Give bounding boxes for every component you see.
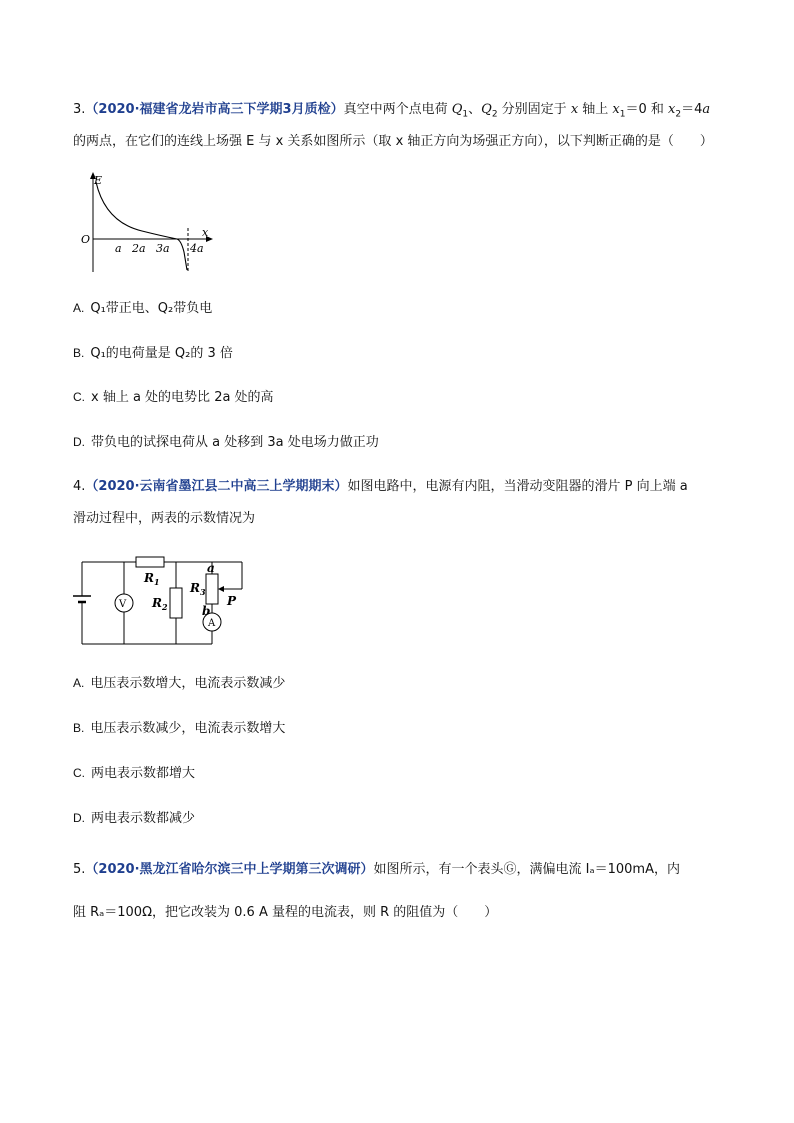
- ammeter-label: A: [208, 618, 216, 629]
- r3-label: $R_3$: [190, 581, 206, 597]
- q5-line1: [73, 860, 680, 880]
- label-x: x: [202, 226, 209, 239]
- option-text: x 轴上 a 处的电势比 2a 处的高: [91, 390, 274, 405]
- slider-arrow: [218, 586, 224, 592]
- q4-line1: [73, 477, 688, 497]
- r2-label: $R_2$: [152, 596, 168, 612]
- q3-x2-sub: 2: [675, 109, 682, 120]
- q3-q2-sub: 2: [491, 109, 498, 120]
- option-text: 电压表示数增大，电流表示数减少: [90, 676, 286, 691]
- q4-option-d[interactable]: [73, 808, 195, 829]
- option-text: 带负电的试探电荷从 a 处移到 3a 处电场力做正功: [91, 435, 379, 450]
- option-text: Q₁的电荷量是 Q₂的 3 倍: [90, 346, 233, 361]
- label-E: E: [94, 174, 103, 187]
- q3-a: a: [702, 102, 711, 117]
- option-label: B.: [73, 346, 85, 360]
- tick-2a: 2a: [132, 242, 146, 255]
- q3-option-c[interactable]: [73, 387, 274, 408]
- q3-line1: [73, 100, 710, 125]
- q3-x1: x: [612, 102, 620, 117]
- voltmeter-label: V: [119, 599, 127, 610]
- option-text: 两电表示数都增大: [91, 766, 196, 781]
- q3-q2: Q: [481, 102, 492, 117]
- slider-p-label: P: [227, 594, 237, 608]
- q5-text: 如图所示，有一个表头Ⓖ，满偏电流 Iₐ＝100mA，内: [373, 862, 680, 877]
- circuit-diagram: [72, 552, 252, 652]
- field-curve: [96, 182, 187, 270]
- q4-option-c[interactable]: [73, 763, 195, 784]
- q3-text-a: 真空中两个点电荷: [343, 102, 452, 117]
- q3-source: （2020·福建省龙岩市高三下学期3月质检）: [85, 102, 344, 117]
- label-O: O: [81, 233, 91, 246]
- q3-x: x: [570, 102, 579, 117]
- q3-x1-eq: ＝0 和: [625, 102, 669, 117]
- q3-x2-eq: ＝4: [681, 102, 703, 117]
- q4-text: 如图电路中，电源有内阻，当滑动变阻器的滑片 P 向上端 a: [347, 479, 688, 494]
- q3-number: 3.: [73, 102, 86, 117]
- option-text: 电压表示数减少，电流表示数增大: [90, 721, 286, 736]
- q3-option-b[interactable]: [73, 343, 233, 364]
- option-label: A.: [73, 301, 85, 315]
- q3-option-d[interactable]: [73, 432, 379, 453]
- tick-3a: 3a: [156, 242, 170, 255]
- r1-label: $R_1$: [144, 571, 160, 587]
- q5-source: （2020·黑龙江省哈尔滨三中上学期第三次调研）: [85, 862, 374, 877]
- option-label: D.: [73, 811, 85, 825]
- q3-q1: Q: [451, 102, 463, 117]
- q4-source: （2020·云南省墨江县二中高三上学期期末）: [85, 479, 348, 494]
- tick-a: a: [115, 242, 122, 255]
- terminal-a-label: a: [207, 561, 215, 575]
- q3-q1-sub: 1: [462, 109, 469, 120]
- q5-number: 5.: [73, 862, 86, 877]
- q3-option-a[interactable]: [73, 298, 212, 319]
- option-label: C.: [73, 766, 85, 780]
- option-label: B.: [73, 721, 85, 735]
- q4-line2: 滑动过程中，两表的示数情况为: [73, 511, 256, 526]
- option-label: C.: [73, 390, 85, 404]
- q3-text-b: 分别固定于: [497, 102, 571, 117]
- option-text: Q₁带正电、Q₂带负电: [90, 301, 213, 316]
- q3-x2: x: [668, 102, 676, 117]
- q3-text-c: 轴上: [578, 102, 613, 117]
- q4-option-b[interactable]: [73, 718, 285, 739]
- resistor-r1: [136, 557, 164, 567]
- e-x-graph: [72, 168, 222, 280]
- tick-4a: 4a: [190, 242, 204, 255]
- q3-x1-sub: 1: [619, 109, 626, 120]
- q3-sep: 、: [468, 102, 482, 117]
- rheostat-r3: [206, 574, 218, 604]
- resistor-r2: [170, 588, 182, 618]
- q4-option-a[interactable]: [73, 673, 285, 694]
- q4-number: 4.: [73, 479, 86, 494]
- option-label: A.: [73, 676, 85, 690]
- q3-line2: 的两点，在它们的连线上场强 E 与 x 关系如图所示（取 x 轴正方向为场强正方向），以下判断正确的是（ ）: [73, 134, 713, 149]
- option-text: 两电表示数都减少: [91, 811, 196, 826]
- option-label: D.: [73, 435, 85, 449]
- q5-line2: 阻 Rₐ＝100Ω，把它改装为 0.6 A 量程的电流表，则 R 的阻值为（ ）: [73, 905, 498, 920]
- terminal-b-label: b: [202, 604, 211, 618]
